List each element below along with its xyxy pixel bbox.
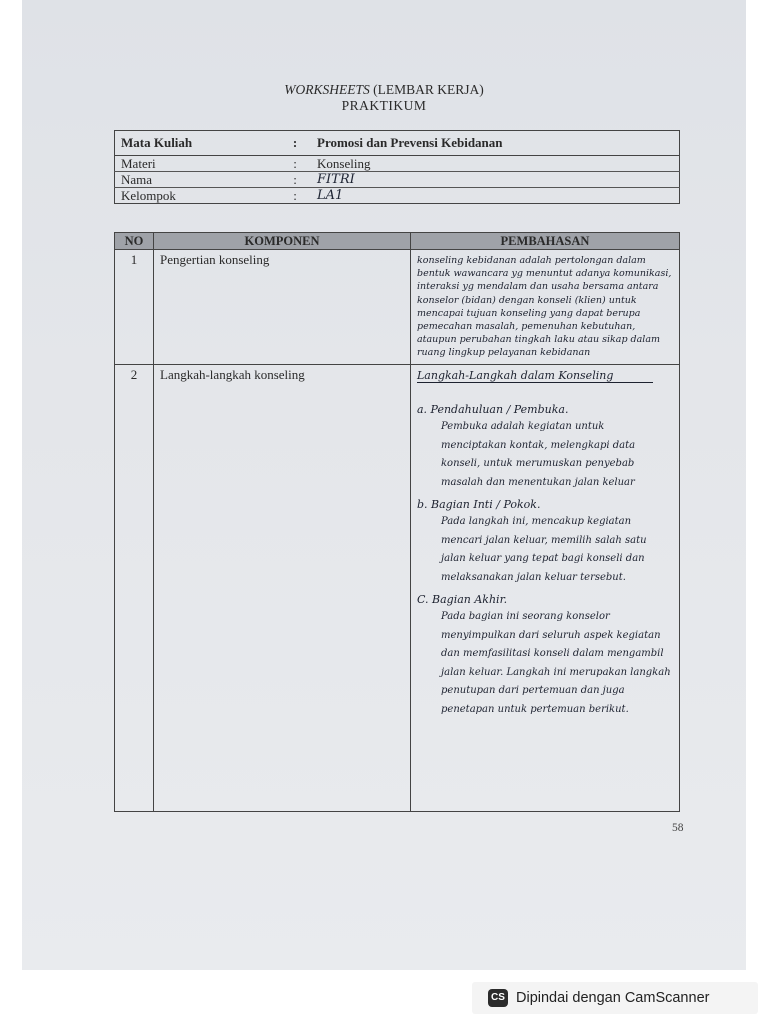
- row-komponen: Langkah-langkah konseling: [154, 365, 411, 812]
- page-number: 58: [672, 822, 684, 834]
- row-number: 2: [115, 365, 154, 812]
- step-body: Pada langkah ini, mencakup kegiatan mencari jalan keluar, memilih salah satu jalan keluar yang tepat bagi konseli dan melaksanakan jalan keluar tersebut.: [441, 516, 647, 583]
- title-italic: WORKSHEETS: [284, 82, 370, 97]
- row-pembahasan: [411, 250, 680, 365]
- header-pembahasan: PEMBAHASAN: [411, 233, 680, 250]
- title-rest: (LEMBAR KERJA): [369, 82, 484, 97]
- worksheet-table: [114, 232, 680, 812]
- table-header-row: [115, 233, 680, 250]
- info-sep: :: [279, 172, 311, 188]
- info-row-nama: [115, 172, 680, 188]
- camscanner-logo-icon: CS: [488, 989, 508, 1007]
- table-row: [115, 250, 680, 365]
- handwritten-answer: konseling kebidanan adalah pertolongan dalam bentuk wawancara yg menuntut adanya komunikasi, interaksi yg mendalam dan usaha bersama antara konselor (bidan) dengan konseli (klien) untuk mencapai tujuan konseling yang dapat berupa pemecahan masalah, pemenuhan kebutuhan, ataupun perubahan tingkah laku atau sikap dalam ruang lingkup pelayanan kebidanan: [417, 255, 672, 359]
- info-label: Mata Kuliah: [115, 131, 280, 156]
- header-no: NO: [115, 233, 154, 250]
- info-value: Konseling: [311, 156, 680, 172]
- step-body: Pembuka adalah kegiatan untuk menciptakan kontak, melengkapi data konseli, untuk merumuskan penyebab masalah dan menentukan jalan keluar: [441, 421, 636, 488]
- info-value-handwritten: FITRI: [311, 172, 680, 188]
- info-label: Materi: [115, 156, 280, 172]
- info-row-mata-kuliah: [115, 131, 680, 156]
- info-row-kelompok: [115, 188, 680, 204]
- camscanner-watermark: [472, 982, 758, 1014]
- worksheet-title: [0, 82, 768, 98]
- step-body: Pada bagian ini seorang konselor menyimpulkan dari seluruh aspek kegiatan dan memfasilitasi konseli dalam mengambil jalan keluar. Langkah ini merupakan langkah penutupan dari pertemuan dan juga penetapan untuk pertemuan berikut.: [441, 611, 671, 715]
- info-value: Promosi dan Prevensi Kebidanan: [311, 131, 680, 156]
- table-row: [115, 365, 680, 812]
- info-sep: :: [279, 156, 311, 172]
- worksheet-subtitle: PRAKTIKUM: [341, 98, 427, 113]
- row-number: 1: [115, 250, 154, 365]
- info-sep: :: [293, 188, 297, 203]
- row-komponen: Pengertian konseling: [154, 250, 411, 365]
- info-row-materi: [115, 156, 680, 172]
- watermark-text: Dipindai dengan CamScanner: [516, 990, 710, 1006]
- handwritten-heading: Langkah-Langkah dalam Konseling: [417, 369, 653, 383]
- info-label: Nama: [115, 172, 280, 188]
- info-value-handwritten: LA1: [317, 188, 344, 203]
- header-komponen: KOMPONEN: [154, 233, 411, 250]
- step-heading: a. Pendahuluan / Pembuka.: [417, 403, 569, 416]
- step-heading: C. Bagian Akhir.: [417, 593, 508, 606]
- step-heading: b. Bagian Inti / Pokok.: [417, 498, 541, 511]
- info-table: [114, 130, 680, 204]
- info-label: Kelompok: [121, 188, 176, 203]
- row-pembahasan: [411, 365, 680, 812]
- info-sep: :: [279, 131, 311, 156]
